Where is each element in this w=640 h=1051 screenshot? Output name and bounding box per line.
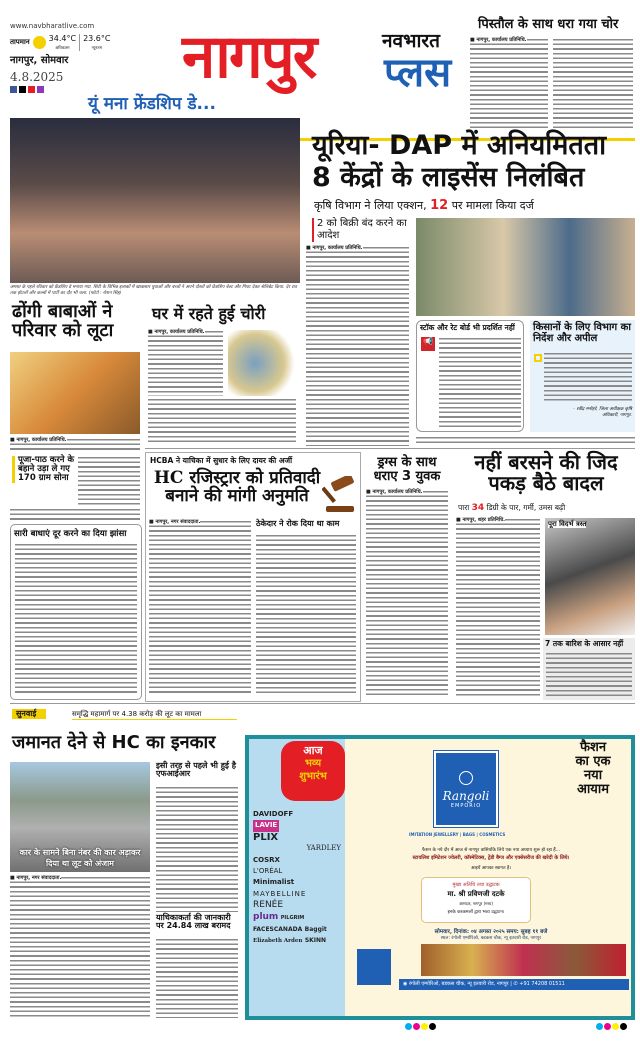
section-divider-2: [10, 703, 635, 704]
brand-loreal: L'ORÉAL: [253, 867, 283, 876]
bail-side-text-2: [156, 938, 238, 1018]
lead-subhead: [314, 198, 534, 213]
bubble-line-3: शुभारंभ: [299, 771, 327, 782]
top-right-story-text-2: [553, 38, 633, 130]
brand-pilgrim: PILGRIM: [280, 914, 305, 921]
guest-name: मा. श्री प्रविणजी दटके: [447, 890, 505, 898]
weather-photo: [545, 518, 635, 635]
instagram-icon[interactable]: [37, 86, 44, 93]
drugs-text: ■ नागपुर, कार्यालय प्रतिनिधि.: [366, 490, 448, 698]
small-logo: [357, 949, 391, 985]
ad-line-3: आइयें आपका स्वागत है।: [470, 866, 512, 871]
brand-maybelline: MAYBELLINE: [253, 889, 307, 898]
tagline-4: आयाम: [577, 782, 609, 797]
lead-subhead-text: कृषि विभाग ने लिया एक्शन,: [314, 199, 427, 212]
guest-label: मुख्य अतिथि तथा उद्घाटक: [452, 882, 500, 888]
ad-line-1: फैशन के नये दौर में आज से नागपुर वासियोंके लिये एक नया अध्याय शुरू हो रहा हैं...: [422, 848, 560, 853]
hearing-tag: सुनवाई: [12, 709, 46, 719]
farmers-appeal-head: किसानों के लिए विभाग का निर्देश और अपील: [533, 322, 631, 344]
bail-side-head: इसी तरह से पहले भी हुई है एफआईआर: [156, 761, 236, 779]
edition-date: 4.8.2025: [10, 70, 64, 84]
max-temp: 34.4°C: [48, 34, 77, 43]
brand-baggit: Baggit: [304, 926, 327, 934]
ad-phone: +91 74208 01511: [519, 981, 565, 987]
logo-sub: EMPORIO: [450, 803, 482, 809]
ad-line-2: स्टायलिश इमिटेशन ज्वेलरी, कॉस्मेटिक्स, ट्रेंडी बैग्ज और एक्सेसरीज की खरेदी के लिये।: [412, 855, 570, 861]
lead-text-bottom: [416, 436, 635, 446]
lead-subhead-number: 12: [430, 198, 449, 213]
guest-note: इनके करकमलों द्वारा भव्य उद्घाटन।: [447, 910, 505, 915]
theft-text: ■ नागपुर, कार्यालय प्रतिनिधि.: [148, 330, 223, 396]
bubble-line-1: आज: [303, 744, 323, 757]
brand-skinn: SKINN: [304, 937, 327, 945]
brand-plix: PLIX: [253, 831, 279, 843]
lead-headline-1: यूरिया- DAP में अनियमितता: [312, 130, 607, 161]
top-right-story-text: ■ नागपुर, कार्यालय प्रतिनिधि.: [470, 38, 548, 130]
hc-subhead: ठेकेदार ने रोक दिया था काम: [256, 519, 340, 528]
peacock-icon: [459, 771, 473, 785]
brand-plum: plum: [253, 911, 279, 922]
lead-photo: [416, 218, 635, 316]
brand-facescanada: FACESCANADA: [253, 926, 303, 934]
min-label: न्यूनतम: [91, 45, 102, 50]
logo-tagline: IMITATION JEWELLERY | BAGS | COSMETICS: [409, 832, 506, 837]
friendship-title: यूं मना फ्रेंडशिप डे...: [88, 94, 216, 114]
weather-headline: नहीं बरसने की जिद पकड़ बैठे बादल: [474, 450, 618, 495]
baba-pullquote: पूजा-पाठ करने के बहाने उड़ा ले गए 170 ग्राम सोना: [12, 456, 74, 483]
hc-text: ■ नागपुर, नगर संवाददाता.: [149, 520, 251, 696]
chief-guest-box: [421, 877, 531, 923]
hc-text-2: [256, 534, 356, 696]
baba-photo: [10, 352, 140, 434]
guest-role: आमदार, नागपुर (मध्य): [459, 901, 493, 906]
section-divider: [145, 448, 635, 449]
edition-city-day: नागपुर, सोमवार: [10, 55, 69, 66]
stock-board-box: [416, 320, 524, 432]
brand-navbharat: नवभारत: [382, 30, 440, 52]
baba-text-3: [10, 508, 140, 520]
theft-text-2: [148, 398, 296, 442]
social-icons: [10, 86, 44, 93]
friendship-photo: [10, 118, 300, 283]
brand-elizabeth-arden: Elizabeth Arden: [253, 938, 303, 945]
baba-box-head: सारी बाधाएं दूर करने का दिया झांसा: [14, 529, 127, 539]
top-right-headline: पिस्तौल के साथ धरा गया चोर: [478, 17, 619, 32]
bail-side-text: [156, 786, 238, 912]
brand-lavie: LAVIE: [253, 820, 279, 831]
weather-photo-label: पूरा विदर्भ त्रस्त: [548, 520, 587, 528]
weather-subhead-text-2: डिग्री के पार, गर्मी, उमस बढ़ी: [486, 503, 566, 512]
brand-renee: RENÉE: [253, 900, 284, 911]
location-icon: ◉: [403, 981, 408, 987]
min-temp: 23.6°C: [83, 34, 111, 43]
rain-outlook-head: 7 तक बारिश के आसार नहीं: [545, 639, 624, 648]
masthead-title: नागपुर: [182, 22, 316, 92]
tagline-2: का एक: [575, 754, 611, 769]
weather-subhead: [458, 503, 565, 513]
thermometer-icon: [33, 36, 46, 49]
brand-davidoff: DAVIDOFF: [253, 810, 294, 818]
color-registration-marks-2: [596, 1023, 627, 1030]
lead-text: ■ नागपुर, कार्यालय प्रतिनिधि.: [306, 246, 409, 446]
website-url[interactable]: www.navbharatlive.com: [10, 22, 95, 30]
fashion-tagline: [557, 741, 629, 797]
max-label: अधिकतम: [55, 45, 70, 50]
brand-yardley: YARDLEY: [306, 844, 341, 853]
bail-text: ■ नागपुर, नगर संवाददाता.: [10, 876, 150, 1018]
weather-widget: [10, 34, 110, 51]
lead-headline-2: 8 केंद्रों के लाइसेंस निलंबित: [312, 162, 585, 193]
brand-plus: प्लस: [384, 50, 452, 96]
weather-text: ■ नागपुर, शहर प्रतिनिधि.: [456, 518, 540, 698]
brand-minimalist: Minimalist: [253, 878, 295, 887]
baba-box: [10, 524, 142, 700]
phone-icon: ✆: [513, 981, 518, 987]
tagline-1: फैशन: [579, 740, 607, 755]
rain-outlook-box: [543, 638, 635, 700]
gavel-icon: [322, 476, 358, 514]
hc-headline: HC रजिस्ट्रार को प्रतिवादी बनाने की मांगी अनुमति: [153, 468, 321, 506]
x-icon[interactable]: [19, 86, 26, 93]
farmers-appeal-box: [530, 320, 635, 432]
megaphone-icon: 📢: [421, 337, 435, 351]
drugs-headline: ड्रग्स के साथ धराए 3 युवक: [373, 455, 441, 484]
bail-subhead: याचिकाकर्ता की जानकारी पर 24.84 लाख बरामद: [156, 913, 231, 931]
logo-name: Rangoli: [442, 789, 490, 803]
address-bar: ◉ रंगोली एम्पोरिओ, बडकस चौक, न्यू इतवारी रोड, नागपुर | ✆ +91 74208 01511: [399, 979, 629, 990]
ad-address: रंगोली एम्पोरिओ, बडकस चौक, न्यू इतवारी रोड, नागपुर: [408, 981, 509, 987]
lead-subhead-text-2: पर मामला किया दर्ज: [451, 199, 534, 212]
brand-cosrx: COSRX: [253, 855, 280, 864]
brand-list: [253, 809, 341, 948]
weather-label: तापमान: [10, 38, 30, 46]
products-image: [421, 944, 626, 976]
event-date: सोमवार, दिनांक: ०४ अगस्त २०२५ समय: सुबह ११ बजे: [434, 929, 548, 935]
event-venue: स्थल: रंगोली एम्पोरिओ, बडकस चौक, न्यू इतवारी रोड, नागपुर: [440, 936, 542, 941]
theft-illustration: [228, 330, 296, 396]
bail-headline: जमानत देने से HC का इनकार: [12, 732, 216, 753]
baba-text: ■ नागपुर, कार्यालय प्रतिनिधि.: [10, 438, 140, 452]
lead-side-head: 2 को बिक्री बंद करने का आदेश: [312, 218, 407, 242]
farmers-appeal-sign: - रवींद्र मनोहरे, जिला अधीक्षक कृषि अधिकारी, नागपुर.: [573, 407, 632, 418]
tagline-3: नया: [583, 768, 603, 783]
launch-bubble: [281, 741, 345, 801]
rangoli-advertisement[interactable]: [245, 735, 635, 1020]
theft-headline: घर में रहते हुई चोरी: [152, 304, 266, 323]
hc-kicker: HCBA ने याचिका में सुधार के लिए दायर की अर्जी: [150, 456, 293, 465]
color-registration-marks: [405, 1023, 436, 1030]
bubble-line-2: भव्य: [304, 758, 322, 769]
baba-headline: ढोंगी बाबाओं ने परिवार को लूटा: [12, 301, 114, 341]
youtube-icon[interactable]: [28, 86, 35, 93]
expressway-photo: [10, 762, 150, 872]
stock-board-head: स्टॉक और रेट बोर्ड भी प्रदर्शित नहीं: [420, 323, 515, 332]
bail-kicker: समृद्धि महामार्ग पर 4.38 करोड़ की लूट का मामला: [72, 710, 237, 720]
baba-text-2: [78, 456, 140, 506]
quote-icon: [534, 354, 542, 362]
weather-temp-number: 34: [471, 503, 485, 513]
friendship-caption: अगस्त के पहले रविवार को फ्रेंडशिप डे मनाया गया. सिटी के विभिन्न इलाकों में खाकसार युवाओं और बच्चों ने अपने दोस्तों को फ्रेंडशिप बेल्ट और गिफ्ट देकर सेलिब्रेट किया. देर रात तक होटलों और कल्बों में पार्टी का दौर भी चला. (फोटो : रोशन सिंह): [10, 285, 297, 296]
facebook-icon[interactable]: [10, 86, 17, 93]
photo-caption-overlay: कार के सामने बिना नंबर की कार अड़ाकर दिया था लूट को अंजाम: [19, 848, 141, 868]
rangoli-logo: [434, 751, 498, 827]
weather-subhead-text: पारा: [458, 503, 470, 512]
